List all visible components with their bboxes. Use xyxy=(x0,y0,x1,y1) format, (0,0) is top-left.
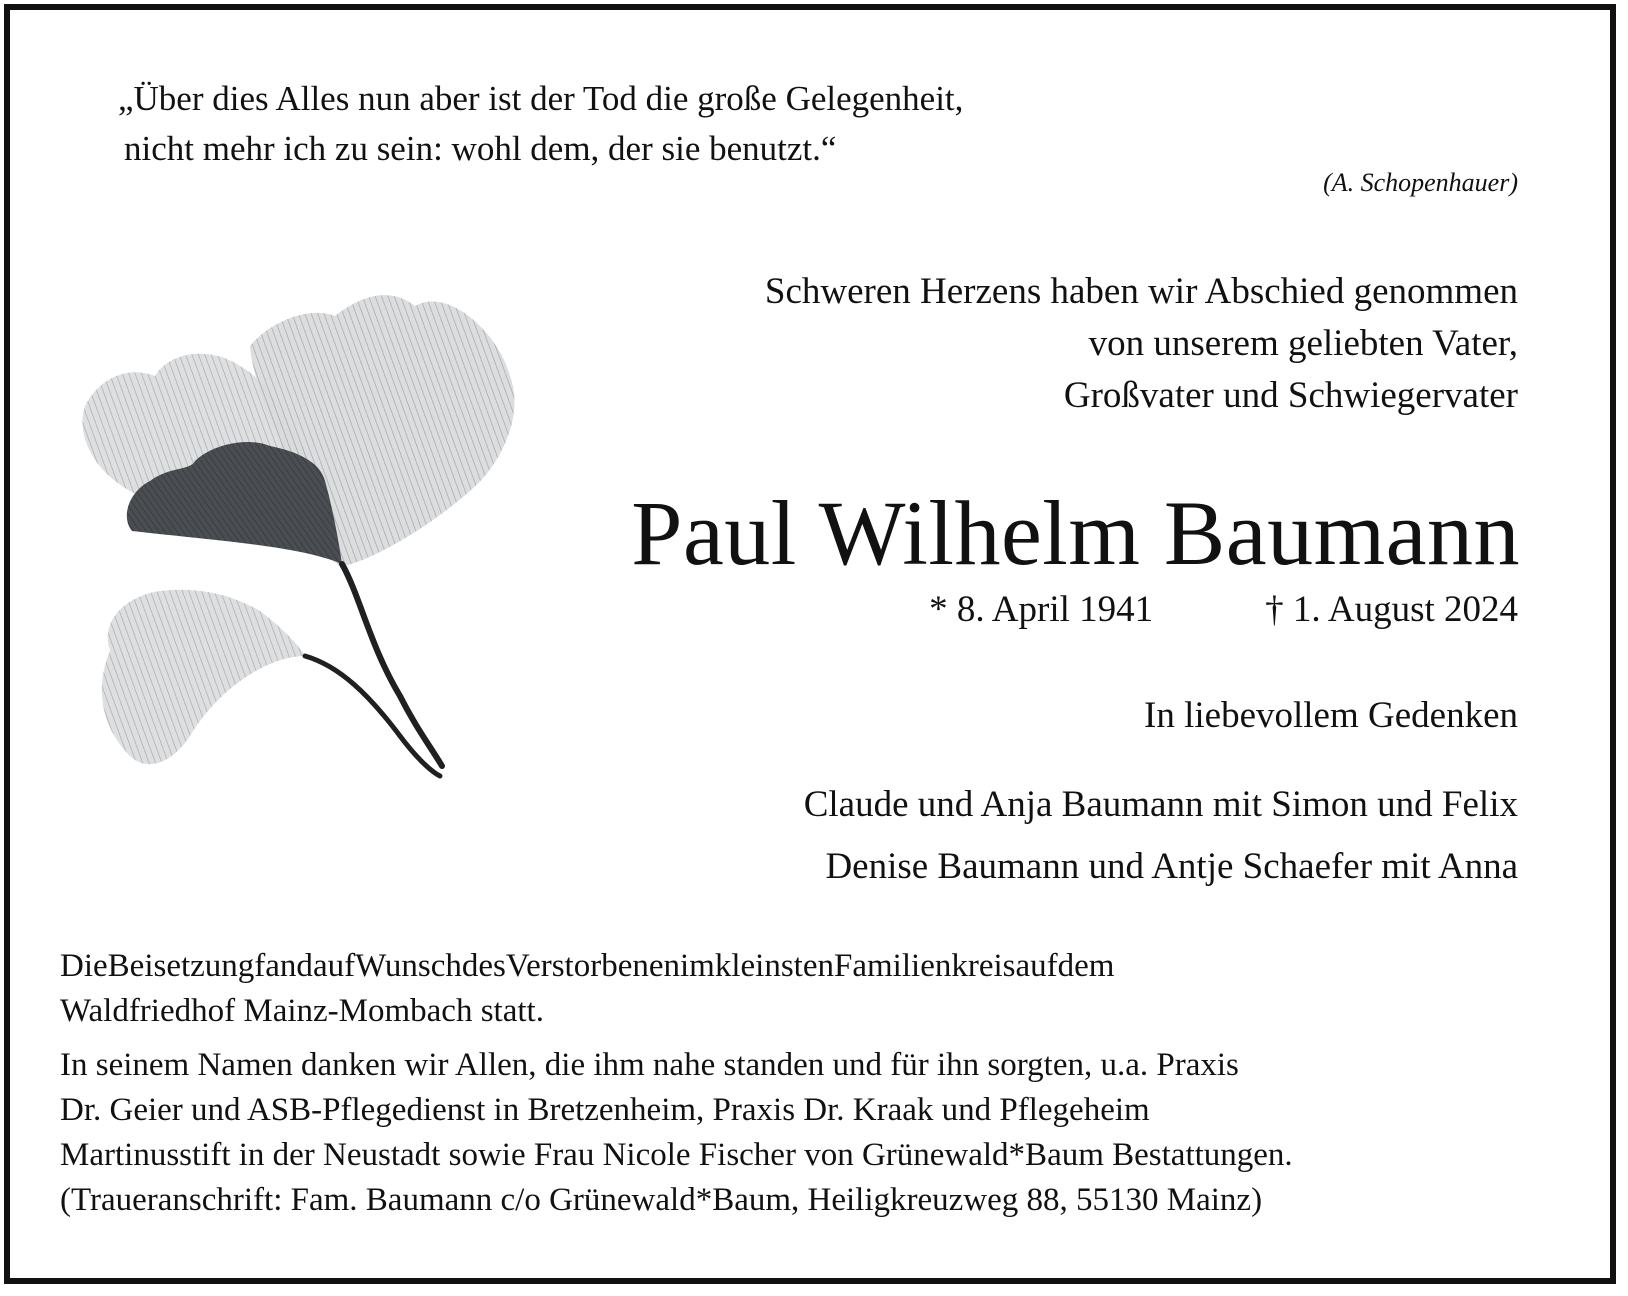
paragraph-line: Martinusstift in der Neustadt sowie Frau Nicole Fischer von Grünewald*Baum Bestattungen. xyxy=(60,1137,1293,1173)
memory-line: In liebevollem Gedenken xyxy=(1144,695,1518,736)
family-signatures xyxy=(804,774,1518,898)
thanks-paragraph xyxy=(60,1043,1568,1223)
life-dates xyxy=(929,584,1518,636)
quote-line: „Über dies Alles nun aber ist der Tod die große Gelegenheit, xyxy=(118,79,964,118)
paragraph-line: In seinem Namen danken wir Allen, die ihm nahe standen und für ihn sorgten, u.a. Praxis xyxy=(60,1047,1239,1083)
intro-line: von unserem geliebten Vater, xyxy=(1088,323,1518,364)
paragraph-line: Dr. Geier und ASB-Pflegedienst in Bretzenheim, Praxis Dr. Kraak und Pflegeheim xyxy=(60,1092,1150,1128)
deceased-name: Paul Wilhelm Baumann xyxy=(631,482,1520,584)
death-date: † 1. August 2024 xyxy=(1265,589,1518,630)
paragraph-line: Waldfriedhof Mainz-Mombach statt. xyxy=(60,993,544,1029)
intro-line: Großvater und Schwiegervater xyxy=(1063,375,1518,416)
burial-paragraph xyxy=(60,944,1568,1034)
intro-line: Schweren Herzens haben wir Abschied genommen xyxy=(764,271,1518,312)
ginkgo-leaf-icon xyxy=(70,266,550,826)
quote-attribution: (A. Schopenhauer) xyxy=(1323,168,1518,197)
quote-block xyxy=(118,74,963,174)
family-line: Denise Baumann und Antje Schaefer mit Anna xyxy=(825,846,1518,887)
quote-line: nicht mehr ich zu sein: wohl dem, der sie benutzt.“ xyxy=(124,129,837,168)
paragraph-line: DieBeisetzungfandaufWunschdesVerstorbenenimkleinstenFamilienkreisaufdem xyxy=(60,948,1115,984)
birth-date: * 8. April 1941 xyxy=(929,589,1154,630)
family-line: Claude und Anja Baumann mit Simon und Felix xyxy=(803,784,1518,825)
paragraph-line: (Traueranschrift: Fam. Baumann c/o Grünewald*Baum, Heiligkreuzweg 88, 55130 Mainz) xyxy=(60,1182,1263,1218)
farewell-intro xyxy=(765,266,1518,422)
